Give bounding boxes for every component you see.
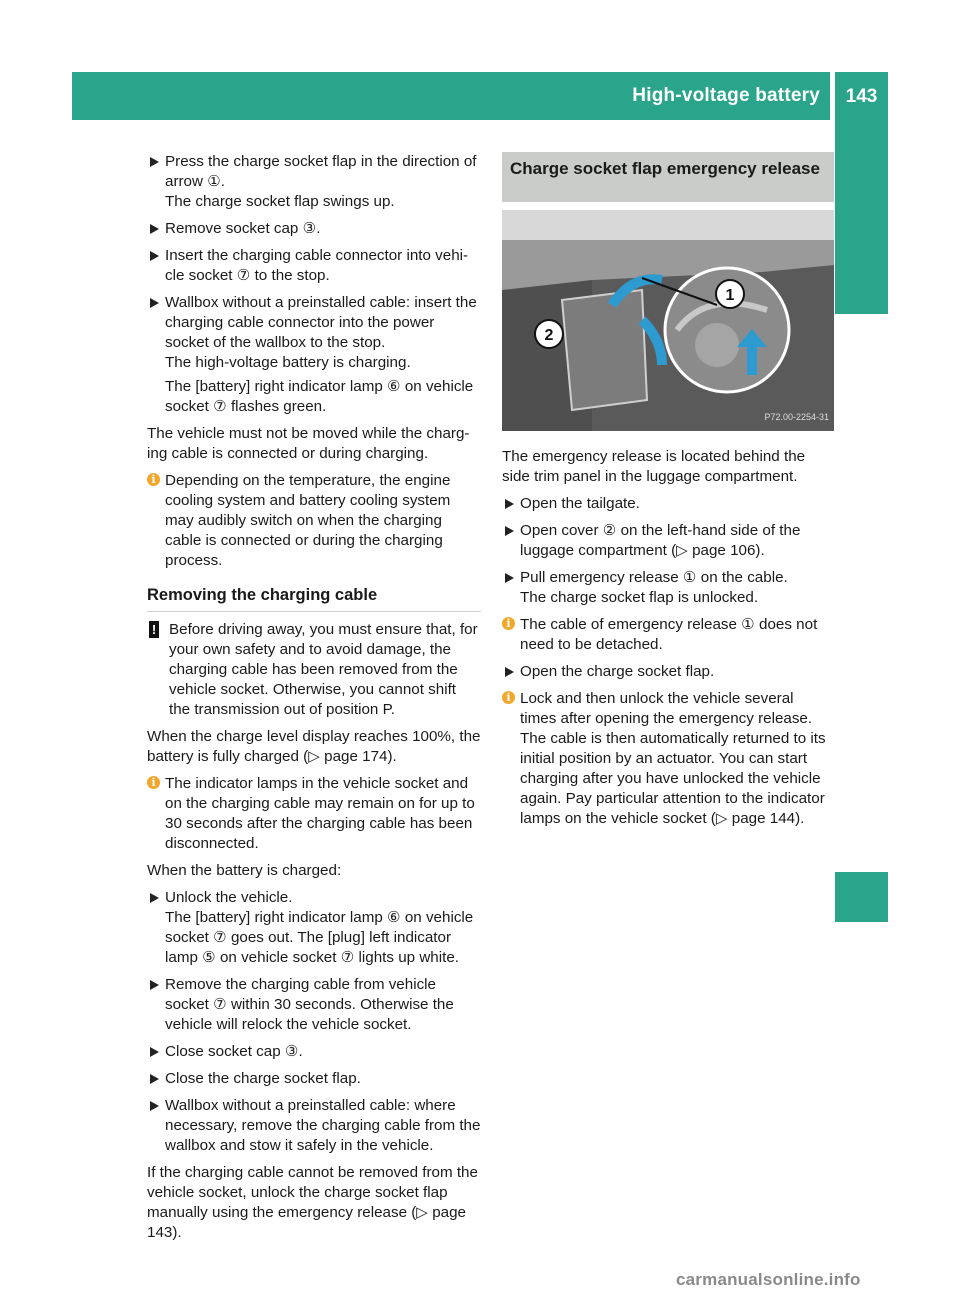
section-title: Charge socket flap emergency release [502,152,834,202]
instruction-step: Open the charge socket flap. [502,662,834,682]
section-heading: Removing the charging cable [147,585,481,612]
info-note: i Lock and then unlock the vehicle several times after opening the emergency release. The cable is then automatically returned to its initial position by an actuator. You can start charging after you have unlocked the vehicle again. Pay particular attention to the indicator lamps on the vehicle socket (▷ page 144). [502,689,834,829]
page-number: 143 [835,72,888,120]
info-icon: i [147,776,160,789]
instruction-step: Close the charge socket flap. [147,1069,481,1089]
warning-note: ! Before driving away, you must ensure that, for your own safety and to avoid damage, the charging cable has been removed from the vehicle socket. Otherwise, you cannot shift the transmission out of position P. [147,620,481,720]
callout-2: 2 [544,327,554,344]
instruction-step: Remove the charging cable from vehicle socket ⑦ within 30 seconds. Otherwise the vehicle will relock the vehicle socket. [147,975,481,1035]
right-column [502,152,834,836]
info-note: i The cable of emergency release ① does not need to be detached. [502,615,834,655]
instruction-step: Open cover ② on the left-hand side of the luggage compartment (▷ page 106). [502,521,834,561]
chapter-label: Driving and parking [844,102,867,300]
step-result: The charge socket flap is unlocked. [520,589,759,606]
instruction-step: Pull emergency release ① on the cable. The charge socket flap is unlocked. [502,568,834,608]
step-result: The [battery] right indicator lamp ⑥ on vehicle socket ⑦ goes out. The [plug] left indicator lamp ⑤ on vehicle socket ⑦ lights up white. [165,909,474,966]
callout-1: 1 [725,287,735,304]
instruction-step: Remove socket cap ③. [147,219,481,239]
step-result: The [battery] right indicator lamp ⑥ on vehicle socket ⑦ flashes green. [165,378,474,415]
body-paragraph: The emergency release is located behind the side trim panel in the luggage compartment. [502,448,806,485]
instruction-step: Unlock the vehicle. The [battery] right indicator lamp ⑥ on vehicle socket ⑦ goes out. The [plug] left indicator lamp ⑤ on vehicle socket ⑦ lights up white. [147,888,481,968]
page-header [72,72,830,120]
info-icon: i [147,473,160,486]
info-icon: i [502,691,515,704]
site-watermark: carmanualsonline.info [676,1270,861,1289]
warning-icon: ! [149,621,159,638]
left-column [147,152,481,1250]
body-paragraph: The vehicle must not be moved while the charg-ing cable is connected or during charging. [147,425,470,462]
instruction-step: Wallbox without a preinstalled cable: where necessary, remove the charging cable from the wallbox and stow it safely in the vehicle. [147,1096,481,1156]
instruction-step: Insert the charging cable connector into vehi-cle socket ⑦ to the stop. [147,246,481,286]
step-result: The high-voltage battery is charging. [165,354,411,371]
body-paragraph: When the battery is charged: [147,862,342,879]
body-paragraph: When the charge level display reaches 100%, the battery is fully charged (▷ page 174). [147,728,481,765]
chapter-marker [835,872,888,922]
instruction-step: Press the charge socket flap in the direction of arrow ①. The charge socket flap swings up. [147,152,481,212]
instruction-step: Open the tailgate. [502,494,834,514]
info-note: i Depending on the temperature, the engine cooling system and battery cooling system may audibly switch on when the charging cable is connected or during the charging process. [147,471,481,571]
body-paragraph: If the charging cable cannot be removed from the vehicle socket, unlock the charge socket flap manually using the emergency release (▷ page 143). [147,1164,478,1241]
photo-illustration [502,210,834,431]
step-result: The charge socket flap swings up. [165,193,395,210]
instruction-step: Close socket cap ③. [147,1042,481,1062]
page-title: High-voltage battery [632,85,820,106]
luggage-compartment-photo [502,210,834,431]
instruction-step: Wallbox without a preinstalled cable: insert the charging cable connector into the power socket of the wallbox to the stop. The high-voltage battery is charging. The [battery] right indicator lamp ⑥ on vehicle socket ⑦ flashes green. [147,293,481,417]
info-icon: i [502,617,515,630]
photo-credit: P72.00-2254-31 [764,412,829,422]
info-note: i The indicator lamps in the vehicle socket and on the charging cable may remain on for up to 30 seconds after the charging cable has been disconnected. [147,774,481,854]
